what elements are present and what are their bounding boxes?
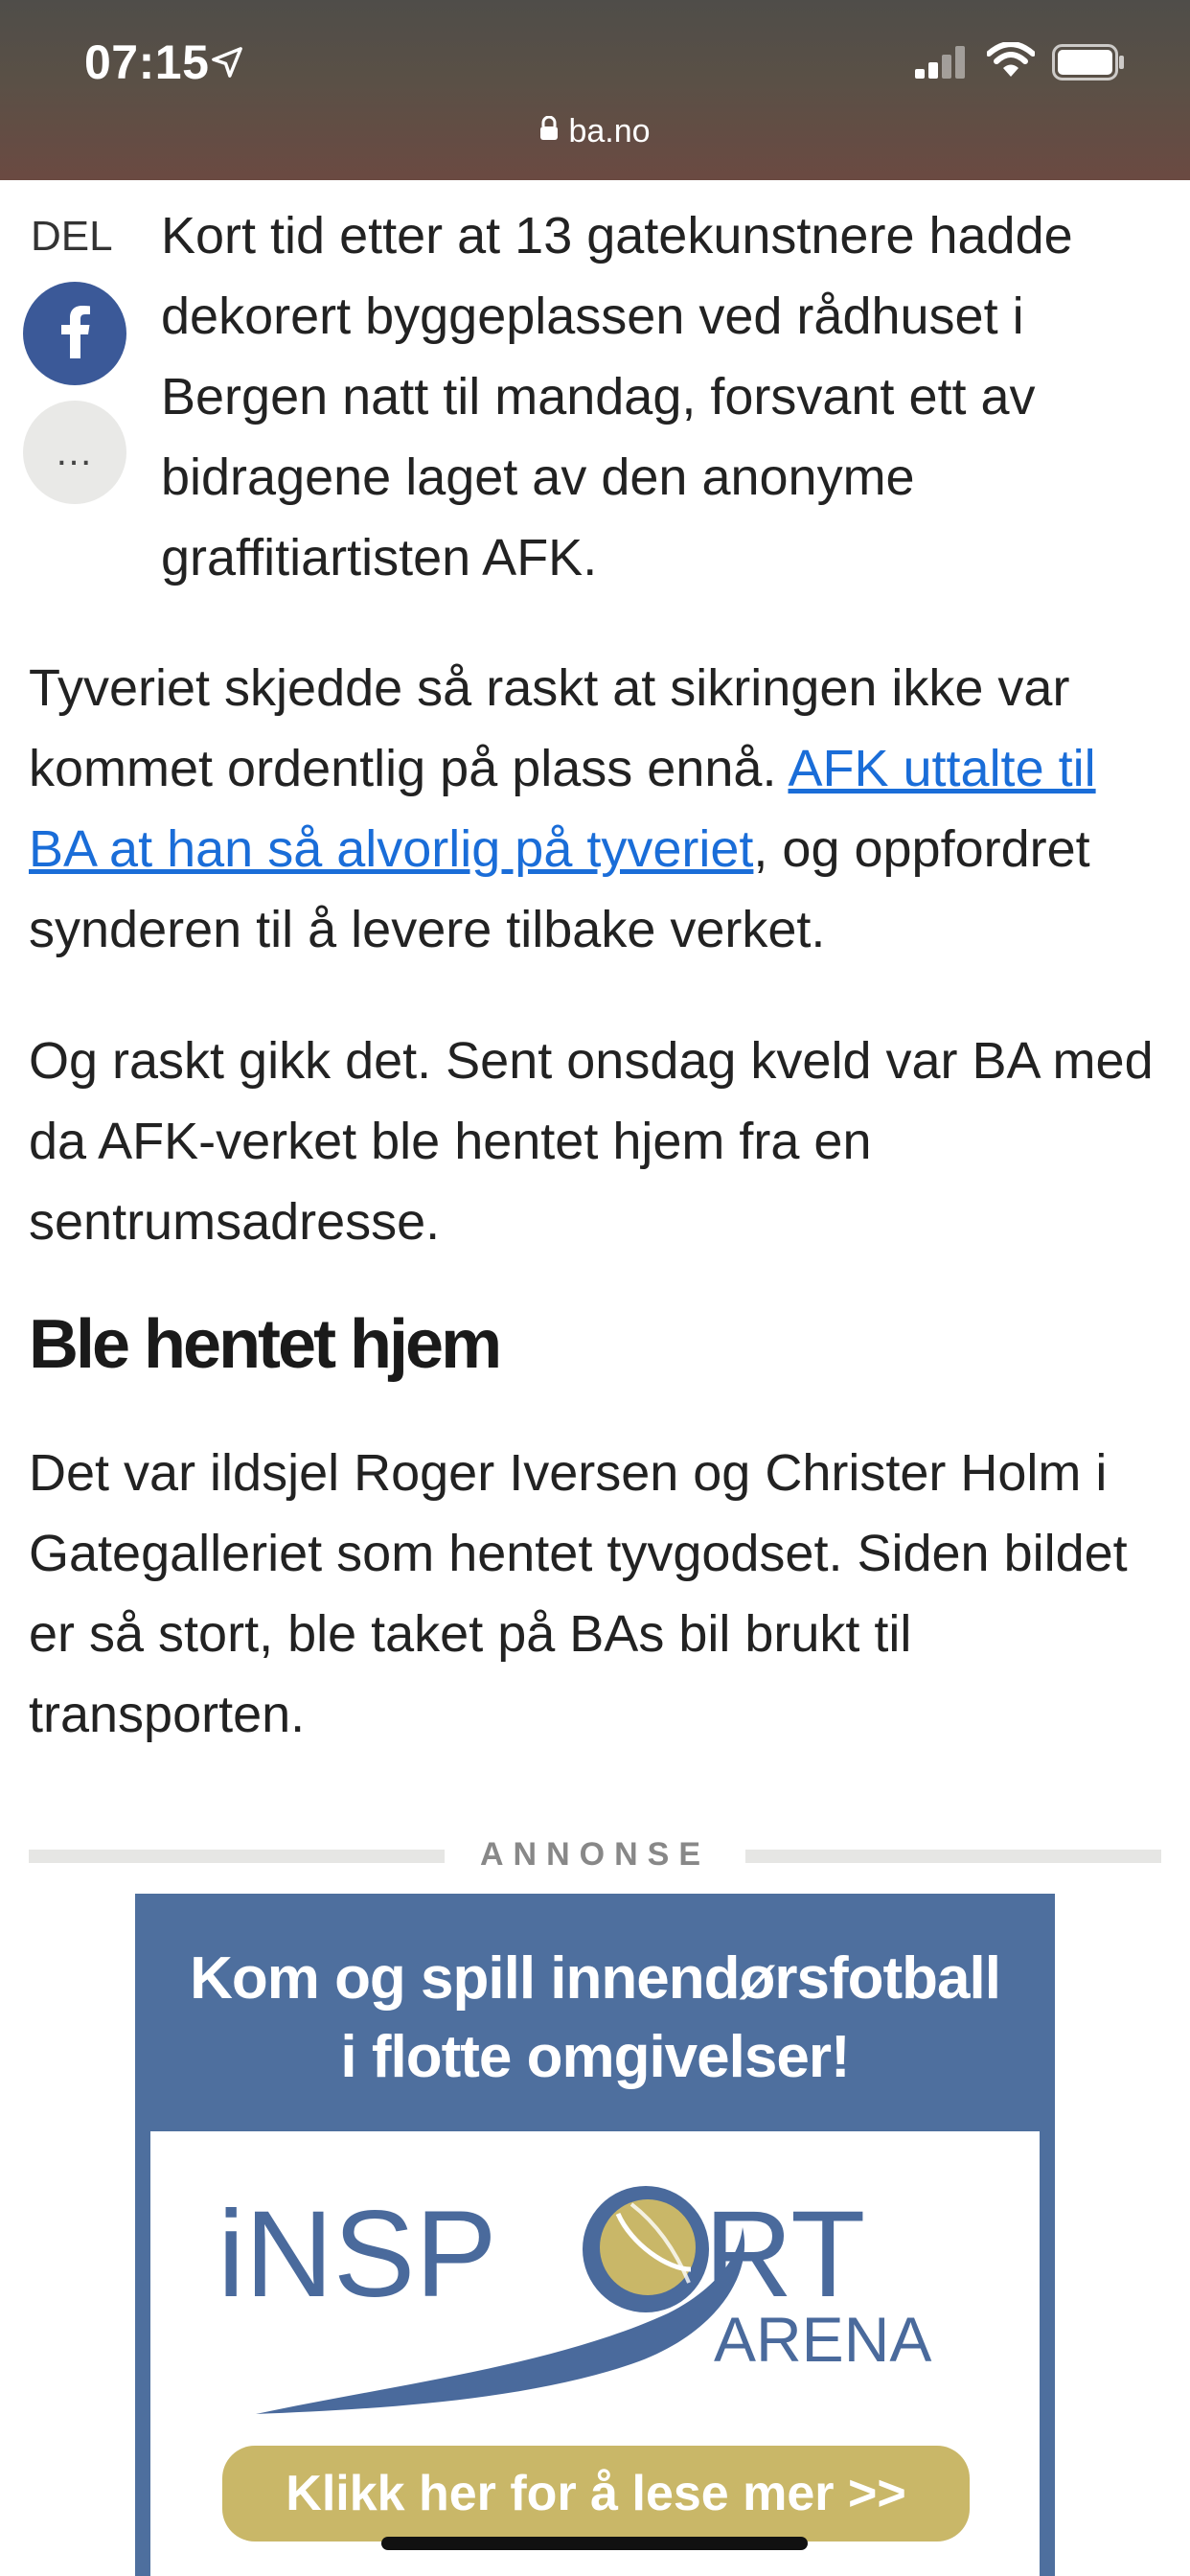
more-share-button[interactable] (23, 401, 126, 504)
wifi-icon (987, 42, 1035, 83)
advertisement-banner[interactable] (135, 1894, 1055, 2576)
status-time: 07:15 (84, 35, 210, 89)
signal-icon (915, 46, 969, 83)
logo-text-left: iNSP (217, 2186, 497, 2323)
url-text: ba.no (568, 113, 651, 150)
ad-headline (135, 1940, 1055, 2097)
ad-headline-line-1: Kom og spill innendørsfotball (190, 1945, 1000, 2012)
facebook-icon (56, 305, 94, 363)
location-arrow-icon (211, 46, 243, 83)
article-paragraph-4: Det var ildsjel Roger Iversen og Christer Holm i Gategalleriet som hentet tyvgodset. Siden bildet er så stort, ble taket på BAs bil brukt til transporten. (29, 1444, 1128, 1743)
address-bar[interactable] (0, 113, 1190, 152)
battery-icon (1052, 44, 1125, 85)
article-inline-link[interactable]: AFK uttalte til BA at han så alvorlig på tyveriet (29, 740, 1096, 878)
logo-text-right: RT (704, 2186, 866, 2323)
paragraph-2-text-end: , og oppfordret synderen til å levere tilbake verket. (29, 820, 1090, 958)
status-bar (0, 0, 1190, 180)
ad-content-panel (150, 2131, 1040, 2576)
logo-subtext: ARENA (714, 2304, 932, 2375)
facebook-share-button[interactable] (23, 282, 126, 385)
article-paragraph-2 (29, 648, 1169, 970)
lock-icon (539, 112, 559, 150)
ad-headline-line-2: i flotte omgivelser! (340, 2024, 850, 2090)
home-indicator[interactable] (381, 2537, 808, 2550)
ad-label: ANNONSE (479, 1836, 711, 1873)
article-paragraph-1: Kort tid etter at 13 gatekunstnere hadde dekorert byggeplassen ved rådhuset i Bergen natt til mandag, forsvant ett av bidragene laget av den anonyme graffitiartisten AFK. (161, 207, 1073, 586)
ad-divider-left (29, 1850, 445, 1863)
paragraph-2-text-start: Tyveriet skjedde så raskt at sikringen ikke var kommet ordentlig på plass ennå. (29, 659, 1070, 797)
more-icon: … (55, 430, 95, 473)
ad-cta-button[interactable]: Klikk her for å lese mer >> (222, 2446, 970, 2542)
share-label: DEL (31, 213, 113, 260)
article-paragraph-3: Og raskt gikk det. Sent onsdag kveld var BA med da AFK-verket ble hentet hjem fra en sentrumsadresse. (29, 1032, 1154, 1251)
insport-arena-logo (217, 2170, 984, 2424)
ad-divider-right (745, 1850, 1161, 1863)
article-subheading: Ble hentet hjem (29, 1306, 500, 1383)
